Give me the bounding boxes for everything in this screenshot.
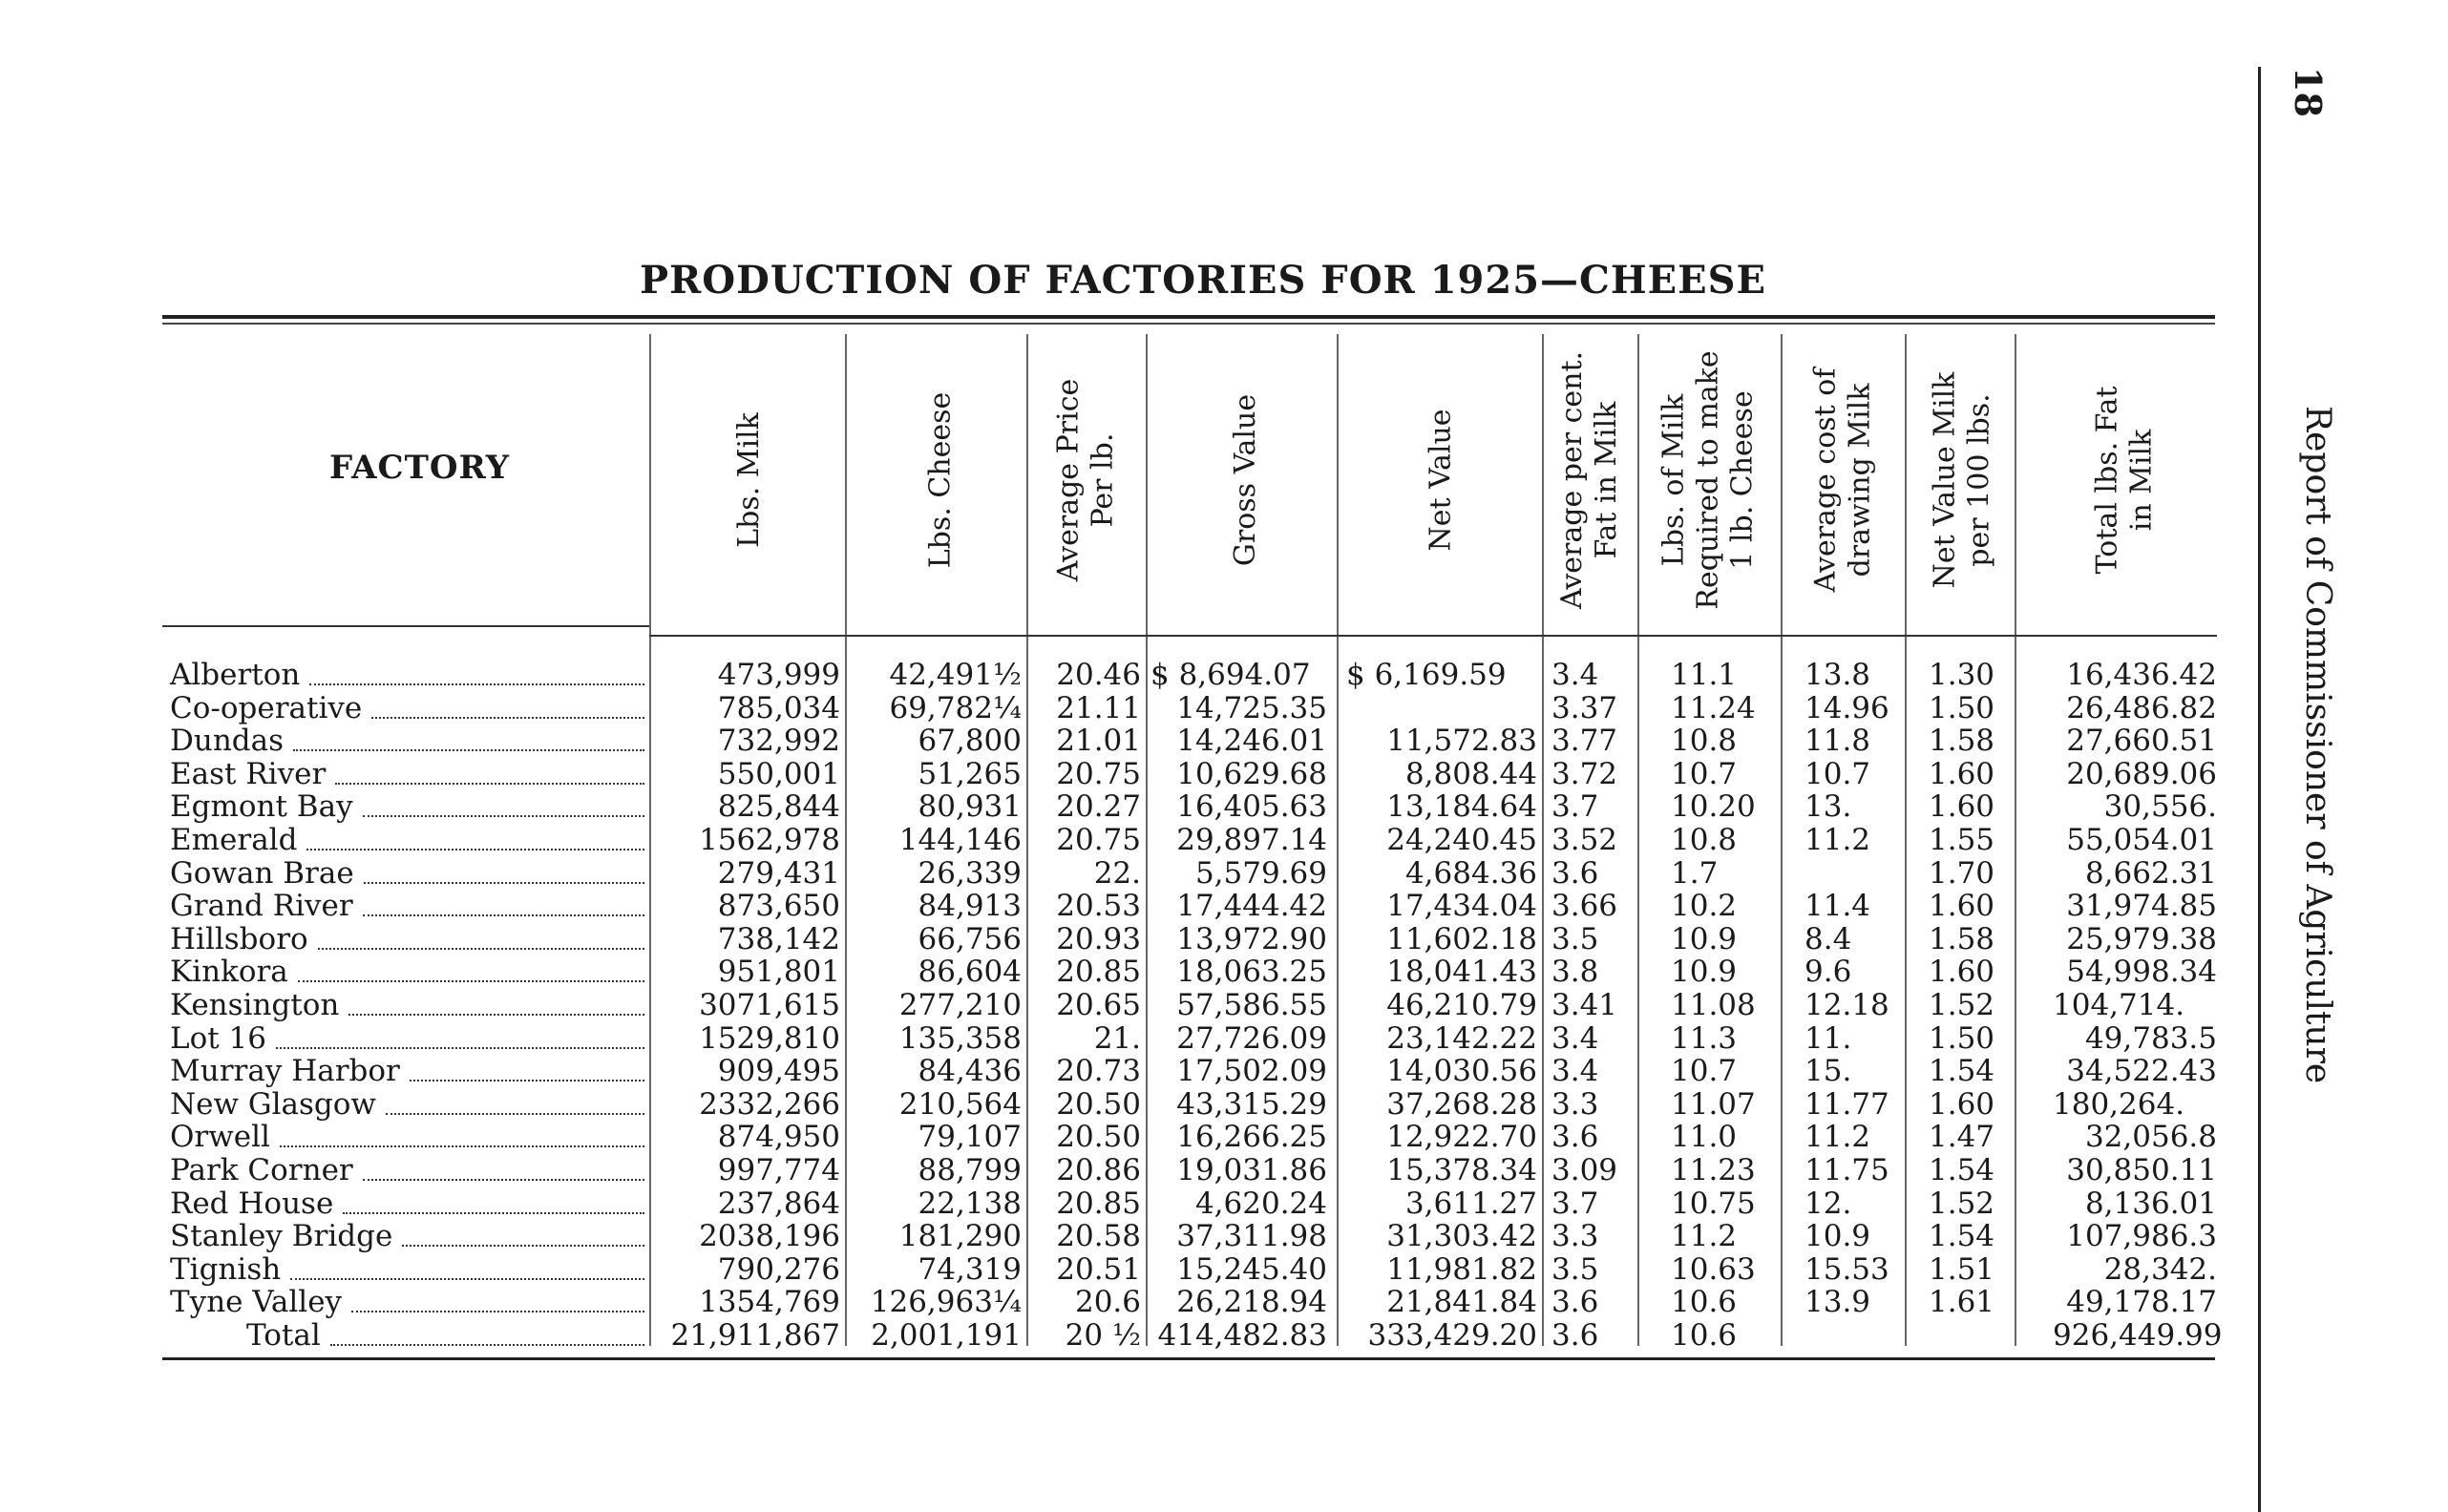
cell-avg-price: 22. — [1093, 855, 1141, 891]
table-row — [0, 923, 2448, 956]
cell-avg-price: 20.65 — [1056, 988, 1141, 1022]
cell-lbs-cheese: 144,146 — [898, 823, 1022, 857]
cell-avg-cost: 11.77 — [1804, 1086, 1889, 1122]
cell-gross-value: 16,266.25 — [1176, 1120, 1327, 1155]
factory-name: Murray Harbor — [170, 1054, 400, 1089]
factory-name: Alberton — [170, 658, 301, 692]
factory-column-header: FACTORY — [329, 449, 510, 487]
cell-gross-value: 14,246.01 — [1176, 724, 1327, 759]
cell-lbs-milk: 3071,615 — [699, 988, 840, 1022]
column-header-label: Net Value Milk per 100 lbs. — [1928, 371, 1995, 588]
table-row — [0, 989, 2448, 1021]
cell-net-per-100: 1.61 — [1929, 1285, 1995, 1320]
cell-lbs-cheese: 80,931 — [918, 789, 1022, 825]
dot-leader — [363, 1179, 644, 1181]
factory-name: Egmont Bay — [170, 789, 353, 825]
cell-gross-value: 16,405.63 — [1176, 789, 1327, 825]
cell-net-per-100: 1.52 — [1929, 1186, 1995, 1221]
cell-net-per-100: 1.52 — [1929, 988, 1995, 1022]
cell-net-value: 24,240.45 — [1386, 823, 1537, 857]
cell-lbs-required: 11.1 — [1671, 658, 1738, 692]
cell-total-fat: 54,998.34 — [2066, 955, 2217, 990]
cell-lbs-cheese: 79,107 — [918, 1120, 1022, 1155]
dot-leader — [402, 1245, 644, 1247]
cell-net-value: 11,572.83 — [1386, 724, 1537, 759]
cell-avg-fat: 3.8 — [1551, 955, 1599, 990]
cell-net-value: 21,841.84 — [1386, 1285, 1537, 1320]
cell-net-per-100: 1.50 — [1929, 690, 1995, 725]
cell-total-fat: 30,556. — [2103, 789, 2217, 825]
factory-name: Kinkora — [170, 955, 288, 990]
table-row — [0, 1022, 2448, 1055]
cell-total-fat: 32,056.8 — [2084, 1120, 2217, 1155]
cell-avg-cost: 11. — [1804, 1020, 1852, 1056]
cell-lbs-milk: 874,950 — [717, 1120, 840, 1155]
column-header-label: Lbs. Cheese — [923, 391, 957, 568]
cell-lbs-milk: 550,001 — [717, 756, 840, 791]
cell-lbs-required: 10.8 — [1671, 724, 1738, 759]
cell-avg-price: 21.01 — [1056, 724, 1141, 759]
cell-gross-value: 26,218.94 — [1176, 1285, 1327, 1320]
cell-total-fat: 55,054.01 — [2066, 823, 2217, 857]
dot-leader — [364, 882, 644, 884]
cell-lbs-milk: 790,276 — [717, 1251, 840, 1287]
cell-net-value: 31,303.42 — [1386, 1219, 1537, 1254]
cell-total-fat: 26,486.82 — [2066, 690, 2217, 725]
table-row — [0, 1088, 2448, 1121]
table-row — [0, 1220, 2448, 1252]
cell-lbs-required: 10.63 — [1671, 1251, 1756, 1287]
dot-leader — [330, 1344, 644, 1346]
table-row — [0, 724, 2448, 757]
factory-name: Grand River — [170, 889, 353, 924]
cell-lbs-milk: 21,911,867 — [670, 1318, 840, 1353]
cell-total-fat: 107,986.3 — [2066, 1219, 2217, 1254]
cell-avg-price: 20.93 — [1056, 921, 1141, 956]
cell-lbs-required: 11.08 — [1671, 988, 1756, 1022]
cell-avg-cost: 12.18 — [1804, 988, 1889, 1022]
cell-net-per-100: 1.60 — [1929, 889, 1995, 924]
cell-lbs-required: 10.20 — [1671, 789, 1756, 825]
cell-net-value: 18,041.43 — [1386, 955, 1537, 990]
cell-avg-price: 20.50 — [1056, 1120, 1141, 1155]
cell-avg-fat: 3.4 — [1551, 1054, 1599, 1089]
cell-lbs-cheese: 2,001,191 — [871, 1318, 1022, 1353]
cell-avg-fat: 3.09 — [1551, 1153, 1618, 1187]
cell-avg-price: 20.73 — [1056, 1054, 1141, 1089]
cell-lbs-required: 10.2 — [1671, 889, 1738, 924]
column-header-label: Gross Value — [1228, 393, 1262, 566]
cell-gross-value: 17,502.09 — [1176, 1054, 1327, 1089]
column-header-label: Average cost of drawing Milk — [1808, 368, 1877, 592]
cell-avg-cost: 15.53 — [1804, 1251, 1889, 1287]
table-row — [0, 758, 2448, 790]
cell-gross-value: 29,897.14 — [1176, 823, 1327, 857]
cell-net-per-100: 1.60 — [1929, 789, 1995, 825]
column-header-label: Average Price Per lb. — [1051, 378, 1120, 581]
cell-net-value: 12,922.70 — [1386, 1120, 1537, 1155]
cell-net-value: 4,684.36 — [1404, 855, 1537, 891]
cell-avg-fat: 3.6 — [1551, 1318, 1599, 1353]
cell-avg-price: 20.27 — [1056, 789, 1141, 825]
cell-total-fat: 8,136.01 — [2084, 1186, 2217, 1221]
header-bottom-rule — [649, 635, 2217, 637]
table-title: PRODUCTION OF FACTORIES FOR 1925—CHEESE — [639, 258, 1767, 303]
cell-net-per-100: 1.54 — [1929, 1219, 1995, 1254]
cell-lbs-milk: 279,431 — [717, 855, 840, 891]
cell-gross-value: 4,620.24 — [1194, 1186, 1327, 1221]
factory-name: Gowan Brae — [170, 855, 354, 891]
cell-net-value: 23,142.22 — [1386, 1020, 1537, 1056]
dot-leader — [293, 749, 644, 751]
cell-lbs-cheese: 126,963¼ — [870, 1285, 1022, 1320]
column-header-label: Net Value — [1424, 408, 1458, 552]
cell-total-fat: 28,342. — [2103, 1251, 2217, 1287]
cell-gross-value: 27,726.09 — [1176, 1020, 1327, 1056]
cell-net-per-100: 1.58 — [1929, 921, 1995, 956]
dot-leader — [290, 1278, 644, 1280]
table-row — [0, 1121, 2448, 1153]
column-header-label: Total lbs. Fat in Milk — [2090, 386, 2158, 574]
running-title: Report of Commissioner of Agriculture — [2298, 406, 2337, 1084]
column-header-net-per-100 — [1910, 339, 2015, 620]
factory-name: Stanley Bridge — [170, 1219, 393, 1254]
column-header-avg-price — [1031, 339, 1141, 620]
cell-lbs-required: 10.7 — [1671, 1054, 1738, 1089]
cell-avg-cost: 14.96 — [1804, 690, 1889, 725]
cell-lbs-cheese: 42,491½ — [889, 658, 1022, 692]
cell-avg-price: 20.85 — [1056, 955, 1141, 990]
cell-net-value: 8,808.44 — [1404, 756, 1537, 791]
cell-total-fat: 25,979.38 — [2066, 921, 2217, 956]
cell-gross-value: 37,311.98 — [1176, 1219, 1327, 1254]
cell-avg-fat: 3.3 — [1551, 1219, 1599, 1254]
cell-avg-cost: 10.7 — [1804, 756, 1871, 791]
cell-avg-price: 20.6 — [1074, 1285, 1141, 1320]
cell-gross-value: 13,972.90 — [1176, 921, 1327, 956]
table-row — [0, 1286, 2448, 1318]
cell-lbs-milk: 738,142 — [717, 921, 840, 956]
cell-avg-cost: 11.2 — [1804, 823, 1871, 857]
cell-lbs-required: 10.9 — [1671, 955, 1738, 990]
cell-gross-value: 19,031.86 — [1176, 1153, 1327, 1187]
cell-lbs-cheese: 69,782¼ — [889, 690, 1022, 725]
dot-leader — [371, 717, 644, 719]
cell-gross-value: 18,063.25 — [1176, 955, 1327, 990]
cell-lbs-milk: 873,650 — [717, 889, 840, 924]
cell-total-fat: 34,522.43 — [2066, 1054, 2217, 1089]
cell-net-per-100: 1.58 — [1929, 724, 1995, 759]
factory-name: Kensington — [170, 988, 340, 1022]
total-row — [0, 1319, 2448, 1352]
cell-net-value: 14,030.56 — [1386, 1054, 1537, 1089]
cell-lbs-milk: 997,774 — [717, 1153, 840, 1187]
cell-lbs-cheese: 67,800 — [918, 724, 1022, 759]
cell-avg-fat: 3.7 — [1551, 789, 1599, 825]
cell-avg-fat: 3.4 — [1551, 658, 1599, 692]
cell-avg-price: 20.75 — [1056, 756, 1141, 791]
table-bottom-rule — [162, 1357, 2215, 1360]
cell-net-per-100: 1.47 — [1929, 1120, 1995, 1155]
dot-leader — [410, 1080, 644, 1082]
dot-leader — [309, 683, 644, 685]
cell-lbs-cheese: 88,799 — [918, 1153, 1022, 1187]
column-header-gross-value — [1155, 339, 1337, 620]
cell-avg-price: 20 ½ — [1065, 1318, 1141, 1353]
factory-name: Co-operative — [170, 690, 363, 725]
cell-avg-cost: 9.6 — [1804, 955, 1852, 990]
cell-lbs-required: 10.75 — [1671, 1186, 1756, 1221]
cell-avg-fat: 3.6 — [1551, 1120, 1599, 1155]
cell-lbs-milk: 951,801 — [717, 955, 840, 990]
cell-net-value: 333,429.20 — [1367, 1318, 1537, 1353]
cell-lbs-cheese: 181,290 — [898, 1219, 1022, 1254]
factory-name: Dundas — [170, 724, 285, 759]
cell-net-value: 3,611.27 — [1404, 1186, 1537, 1221]
cell-avg-price: 20.46 — [1056, 658, 1141, 692]
factory-name: New Glasgow — [170, 1086, 376, 1122]
cell-gross-value: 43,315.29 — [1176, 1086, 1327, 1122]
cell-lbs-milk: 785,034 — [717, 690, 840, 725]
cell-total-fat: 180,264. — [2053, 1086, 2185, 1122]
cell-lbs-milk: 909,495 — [717, 1054, 840, 1089]
column-header-label: Lbs. Milk — [732, 411, 766, 548]
cell-avg-fat: 3.77 — [1551, 724, 1618, 759]
cell-net-per-100: 1.60 — [1929, 1086, 1995, 1122]
cell-net-value: 11,981.82 — [1386, 1251, 1537, 1287]
cell-gross-value: 57,586.55 — [1176, 988, 1327, 1022]
table-row — [0, 890, 2448, 922]
cell-lbs-cheese: 277,210 — [898, 988, 1022, 1022]
cell-lbs-milk: 237,864 — [717, 1186, 840, 1221]
cell-lbs-required: 10.8 — [1671, 823, 1738, 857]
cell-lbs-cheese: 84,436 — [918, 1054, 1022, 1089]
factory-name: Emerald — [170, 823, 298, 857]
dot-leader — [318, 948, 644, 950]
column-header-avg-fat — [1547, 339, 1633, 620]
cell-gross-value: 14,725.35 — [1176, 690, 1327, 725]
dot-leader — [335, 783, 644, 785]
column-header-total-fat — [2034, 339, 2215, 620]
table-row — [0, 1187, 2448, 1220]
factory-name: Total — [246, 1318, 321, 1353]
cell-net-value: 46,210.79 — [1386, 988, 1537, 1022]
cell-avg-cost: 10.9 — [1804, 1219, 1871, 1254]
cell-avg-fat: 3.41 — [1551, 988, 1618, 1022]
cell-net-per-100: 1.55 — [1929, 823, 1995, 857]
cell-total-fat: 31,974.85 — [2066, 889, 2217, 924]
cell-lbs-milk: 732,992 — [717, 724, 840, 759]
cell-total-fat: 20,689.06 — [2066, 756, 2217, 791]
cell-total-fat: 104,714. — [2053, 988, 2185, 1022]
cell-total-fat: 30,850.11 — [2066, 1153, 2217, 1187]
table-row — [0, 1055, 2448, 1087]
cell-lbs-milk: 1562,978 — [699, 823, 840, 857]
cell-lbs-milk: 2332,266 — [699, 1086, 840, 1122]
cell-avg-price: 20.86 — [1056, 1153, 1141, 1187]
dot-leader — [351, 1311, 644, 1312]
table-row — [0, 790, 2448, 823]
cell-net-per-100: 1.70 — [1929, 855, 1995, 891]
cell-avg-cost: 13.9 — [1804, 1285, 1871, 1320]
cell-lbs-cheese: 26,339 — [918, 855, 1022, 891]
column-header-net-value — [1356, 339, 1528, 620]
cell-net-per-100: 1.54 — [1929, 1054, 1995, 1089]
dot-leader — [386, 1113, 644, 1115]
cell-gross-value: $ 8,694.07 — [1150, 658, 1311, 692]
cell-net-per-100: 1.54 — [1929, 1153, 1995, 1187]
cell-lbs-required: 1.7 — [1671, 855, 1719, 891]
cell-avg-price: 20.51 — [1056, 1251, 1141, 1287]
cell-avg-price: 21. — [1093, 1020, 1141, 1056]
cell-avg-cost: 8.4 — [1804, 921, 1852, 956]
dot-leader — [276, 1047, 644, 1049]
factory-name: Tyne Valley — [170, 1285, 343, 1320]
cell-lbs-milk: 1529,810 — [699, 1020, 840, 1056]
cell-lbs-cheese: 22,138 — [918, 1186, 1022, 1221]
factory-name: Hillsboro — [170, 921, 308, 956]
cell-net-value: $ 6,169.59 — [1346, 658, 1507, 692]
dot-leader — [363, 815, 644, 817]
cell-net-per-100: 1.51 — [1929, 1251, 1995, 1287]
cell-total-fat: 926,449.99 — [2053, 1318, 2223, 1353]
cell-avg-fat: 3.72 — [1551, 756, 1618, 791]
cell-lbs-cheese: 74,319 — [918, 1251, 1022, 1287]
factory-name: Lot 16 — [170, 1020, 267, 1056]
header-bottom-rule — [162, 625, 649, 627]
cell-gross-value: 17,444.42 — [1176, 889, 1327, 924]
cell-gross-value: 414,482.83 — [1157, 1318, 1327, 1353]
cell-total-fat: 49,178.17 — [2066, 1285, 2217, 1320]
cell-gross-value: 5,579.69 — [1194, 855, 1327, 891]
table-row — [0, 659, 2448, 691]
table-row — [0, 857, 2448, 890]
cell-lbs-cheese: 86,604 — [918, 955, 1022, 990]
cell-avg-price: 20.85 — [1056, 1186, 1141, 1221]
column-header-lbs-cheese — [859, 339, 1022, 620]
cell-lbs-required: 11.07 — [1671, 1086, 1756, 1122]
cell-avg-fat: 3.5 — [1551, 1251, 1599, 1287]
cell-avg-fat: 3.52 — [1551, 823, 1618, 857]
cell-lbs-cheese: 66,756 — [918, 921, 1022, 956]
dot-leader — [348, 1014, 644, 1016]
cell-net-value: 37,268.28 — [1386, 1086, 1537, 1122]
cell-lbs-required: 11.3 — [1671, 1020, 1738, 1056]
cell-total-fat: 27,660.51 — [2066, 724, 2217, 759]
table-row — [0, 1253, 2448, 1286]
cell-lbs-required: 11.2 — [1671, 1219, 1738, 1254]
cell-total-fat: 16,436.42 — [2066, 658, 2217, 692]
factory-name: Park Corner — [170, 1153, 353, 1187]
factory-name: East River — [170, 756, 327, 791]
cell-net-value: 11,602.18 — [1386, 921, 1537, 956]
table-row — [0, 956, 2448, 988]
cell-avg-fat: 3.4 — [1551, 1020, 1599, 1056]
cell-net-value: 15,378.34 — [1386, 1153, 1537, 1187]
cell-avg-cost: 13.8 — [1804, 658, 1871, 692]
cell-avg-price: 21.11 — [1056, 690, 1141, 725]
cell-avg-fat: 3.37 — [1551, 690, 1618, 725]
cell-avg-cost: 15. — [1804, 1054, 1852, 1089]
page-number: 18 — [2287, 67, 2330, 117]
cell-total-fat: 8,662.31 — [2084, 855, 2217, 891]
cell-lbs-required: 10.6 — [1671, 1318, 1738, 1353]
column-header-lbs-required — [1642, 339, 1776, 620]
dot-leader — [298, 980, 644, 982]
column-header-label: Average per cent. Fat in Milk — [1555, 350, 1623, 609]
dot-leader — [343, 1212, 644, 1214]
cell-avg-fat: 3.5 — [1551, 921, 1599, 956]
column-header-avg-cost — [1785, 339, 1900, 620]
cell-lbs-cheese: 210,564 — [898, 1086, 1022, 1122]
cell-gross-value: 15,245.40 — [1176, 1251, 1327, 1287]
cell-net-per-100: 1.60 — [1929, 756, 1995, 791]
cell-avg-price: 20.53 — [1056, 889, 1141, 924]
cell-lbs-milk: 825,844 — [717, 789, 840, 825]
cell-lbs-required: 11.0 — [1671, 1120, 1738, 1155]
factory-name: Tignish — [170, 1251, 282, 1287]
cell-avg-price: 20.58 — [1056, 1219, 1141, 1254]
cell-avg-fat: 3.7 — [1551, 1186, 1599, 1221]
column-header-lbs-milk — [668, 339, 831, 620]
cell-net-value: 13,184.64 — [1386, 789, 1537, 825]
dot-leader — [306, 849, 644, 850]
cell-net-per-100: 1.50 — [1929, 1020, 1995, 1056]
column-header-label: Lbs. of Milk Required to make 1 lb. Cheese — [1657, 349, 1760, 610]
cell-avg-fat: 3.3 — [1551, 1086, 1599, 1122]
cell-avg-cost: 11.2 — [1804, 1120, 1871, 1155]
cell-avg-cost: 12. — [1804, 1186, 1852, 1221]
cell-avg-price: 20.75 — [1056, 823, 1141, 857]
cell-net-per-100: 1.60 — [1929, 955, 1995, 990]
dot-leader — [280, 1145, 644, 1147]
table-row — [0, 1154, 2448, 1186]
cell-lbs-milk: 2038,196 — [699, 1219, 840, 1254]
cell-gross-value: 10,629.68 — [1176, 756, 1327, 791]
table-row — [0, 692, 2448, 724]
cell-lbs-required: 11.24 — [1671, 690, 1756, 725]
cell-avg-fat: 3.6 — [1551, 1285, 1599, 1320]
cell-lbs-cheese: 84,913 — [918, 889, 1022, 924]
cell-net-value: 17,434.04 — [1386, 889, 1537, 924]
cell-lbs-required: 10.7 — [1671, 756, 1738, 791]
cell-lbs-milk: 473,999 — [717, 658, 840, 692]
cell-avg-price: 20.50 — [1056, 1086, 1141, 1122]
cell-avg-cost: 11.4 — [1804, 889, 1871, 924]
cell-avg-fat: 3.66 — [1551, 889, 1618, 924]
cell-lbs-required: 11.23 — [1671, 1153, 1756, 1187]
cell-lbs-milk: 1354,769 — [699, 1285, 840, 1320]
cell-total-fat: 49,783.5 — [2084, 1020, 2217, 1056]
title-double-rule — [162, 315, 2215, 325]
cell-net-per-100: 1.30 — [1929, 658, 1995, 692]
factory-name: Red House — [170, 1186, 334, 1221]
cell-avg-cost: 13. — [1804, 789, 1852, 825]
cell-avg-cost: 11.8 — [1804, 724, 1871, 759]
factory-name: Orwell — [170, 1120, 270, 1155]
cell-lbs-required: 10.6 — [1671, 1285, 1738, 1320]
cell-avg-fat: 3.6 — [1551, 855, 1599, 891]
cell-lbs-required: 10.9 — [1671, 921, 1738, 956]
dot-leader — [363, 914, 644, 916]
table-row — [0, 824, 2448, 856]
cell-lbs-cheese: 51,265 — [918, 756, 1022, 791]
cell-avg-cost: 11.75 — [1804, 1153, 1889, 1187]
cell-lbs-cheese: 135,358 — [898, 1020, 1022, 1056]
